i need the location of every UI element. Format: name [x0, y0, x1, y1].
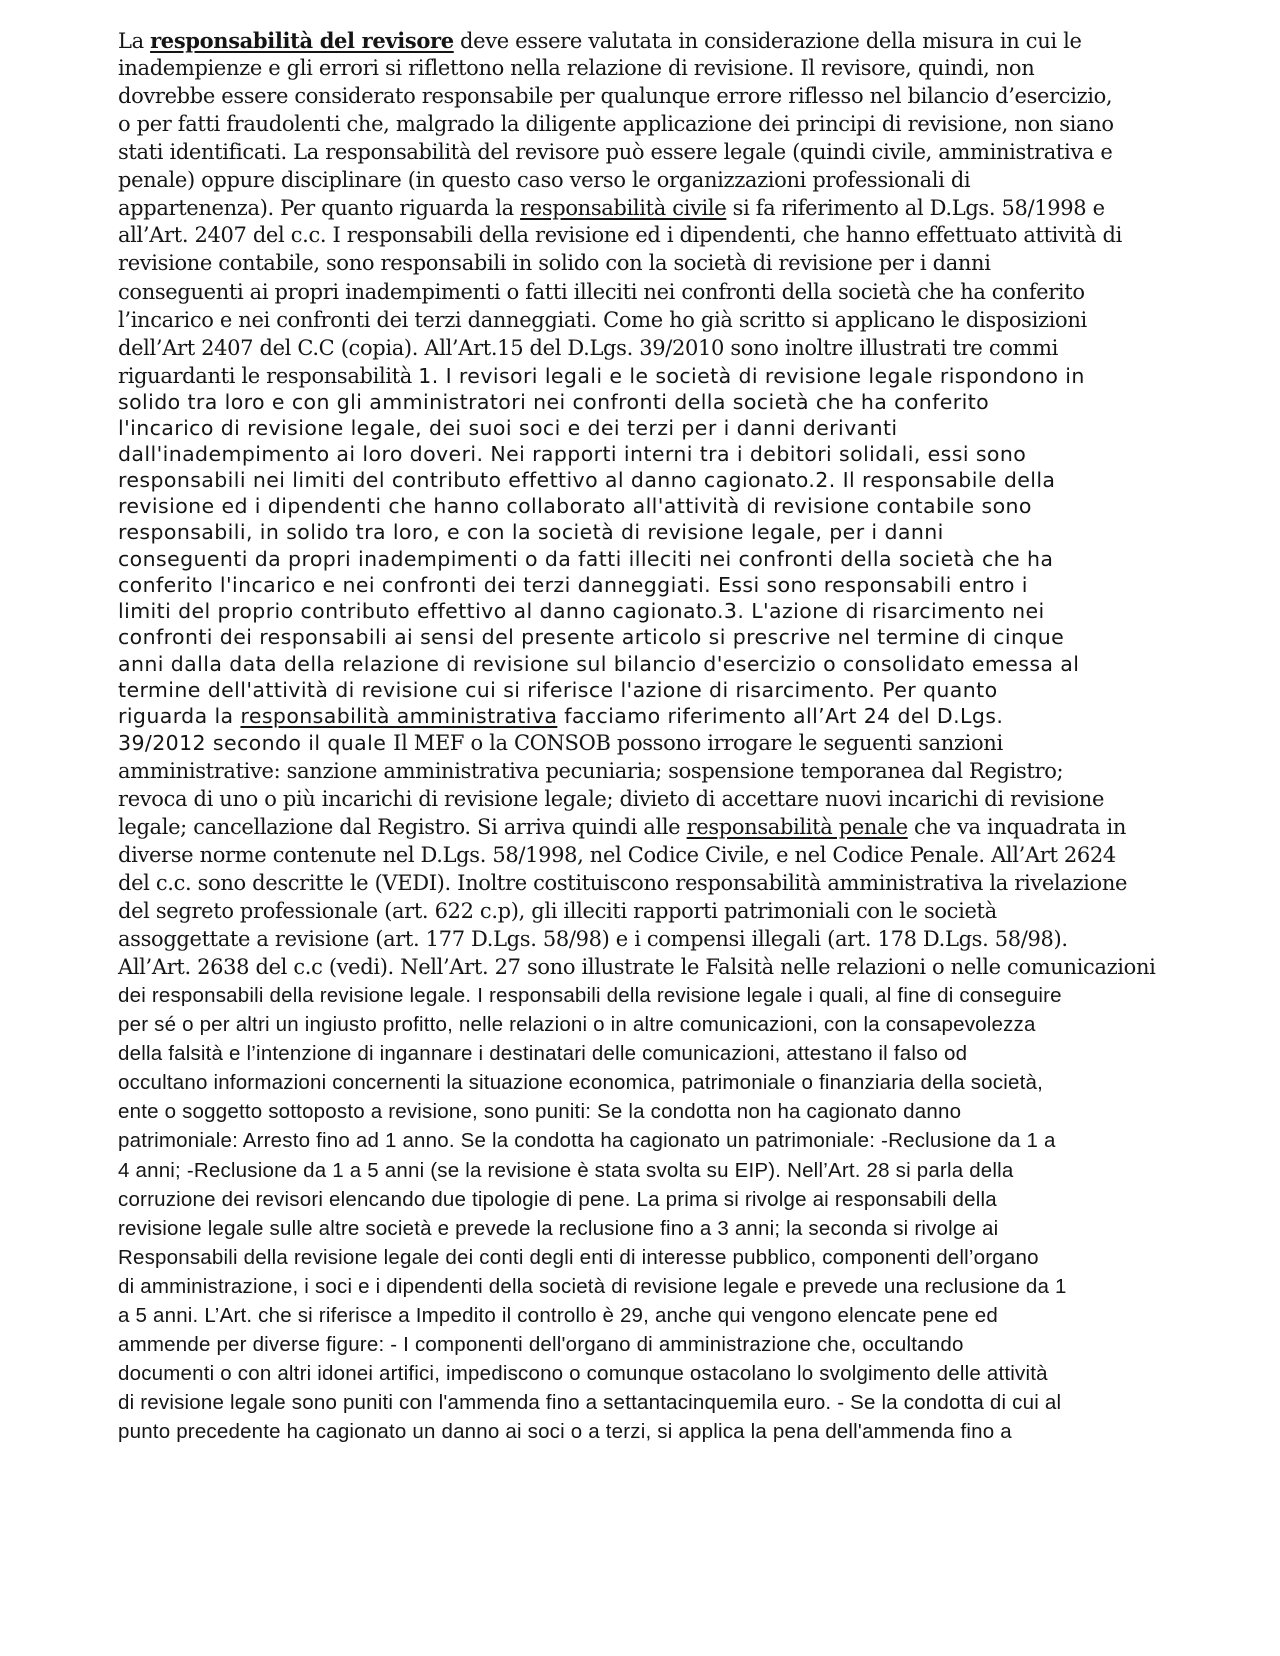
- text-line: [118, 1044, 967, 1065]
- text-run: responsabili, in solido tra loro, e con la società di revisione legale, per i danni: [118, 520, 944, 544]
- text-line: [118, 522, 944, 543]
- text-run: dovrebbe essere considerato responsabile per qualunque errore riflesso nel bilancio d’esercizio,: [118, 84, 1113, 108]
- text-run: Responsabili della revisione legale dei conti degli enti di interesse pubblico, componenti dell’organo: [118, 1246, 1039, 1269]
- text-line: [118, 142, 1112, 163]
- text-run: si fa riferimento al D.Lgs. 58/1998 e: [726, 196, 1105, 220]
- text-run: conseguenti ai propri inadempimenti o fatti illeciti nei confronti della società che ha conferito: [118, 280, 1085, 304]
- text-line: [118, 253, 991, 274]
- text-run: ente o soggetto sottoposto a revisione, sono puniti: Se la condotta non ha cagionato danno: [118, 1100, 962, 1123]
- underlined-term: responsabilità civile: [520, 196, 727, 220]
- text-run: occultano informazioni concernenti la situazione economica, patrimoniale o finanziaria della società,: [118, 1071, 1043, 1094]
- text-run: di amministrazione, i soci e i dipendenti della società di revisione legale e prevede una reclusione da 1: [118, 1275, 1067, 1298]
- text-run: patrimoniale: Arresto fino ad 1 anno. Se la condotta ha cagionato un patrimoniale: -Reclusione da 1 a: [118, 1129, 1056, 1152]
- text-line: [118, 444, 1026, 465]
- text-run: all’Art. 2407 del c.c. I responsabili della revisione ed i dipendenti, che hanno effettuato attività di: [118, 223, 1122, 247]
- text-line: [118, 114, 1114, 135]
- text-run: responsabili nei limiti del contributo effettivo al danno cagionato.2. Il responsabile della: [118, 468, 1056, 492]
- text-run: penale) oppure disciplinare (in questo caso verso le organizzazioni professionali di: [118, 168, 971, 192]
- text-run: 1. I revisori legali e le società di revisione legale rispondono in: [418, 364, 1085, 388]
- text-line: [118, 549, 1053, 570]
- text-run: l’incarico e nei confronti dei terzi danneggiati. Come ho già scritto si applicano le disposizioni: [118, 308, 1087, 332]
- text-line: [118, 680, 998, 701]
- text-run: riguarda la: [118, 704, 241, 728]
- text-run: 39/2012 secondo il quale: [118, 731, 394, 755]
- text-run: revoca di uno o più incarichi di revisione legale; divieto di accettare nuovi incarichi di revisione: [118, 787, 1105, 811]
- text-run: per sé o per altri un ingiusto profitto, nelle relazioni o in altre comunicazioni, con la consapevolezza: [118, 1013, 1036, 1036]
- text-run: corruzione dei revisori elencando due tipologie di pene. La prima si rivolge ai responsabili della: [118, 1188, 997, 1211]
- text-run: amministrative: sanzione amministrativa pecuniaria; sospensione temporanea dal Registro;: [118, 759, 1064, 783]
- text-line: [118, 418, 898, 439]
- text-line: [118, 170, 970, 191]
- text-run: inadempienze e gli errori si riflettono nella relazione di revisione. Il revisore, quindi, non: [118, 56, 1035, 80]
- text-line: [118, 1015, 1036, 1036]
- text-run: l'incarico di revisione legale, dei suoi soci e dei terzi per i danni derivanti: [118, 416, 898, 440]
- text-line: [118, 1073, 1043, 1094]
- text-line: [118, 817, 1126, 838]
- text-line: [118, 282, 1085, 303]
- text-line: [118, 1161, 1014, 1182]
- text-run: punto precedente ha cagionato un danno ai soci o a terzi, si applica la pena dell'ammenda fino a: [118, 1420, 1012, 1443]
- text-line: [118, 761, 1063, 782]
- text-run: del segreto professionale (art. 622 c.p), gli illeciti rapporti patrimoniali con le società: [118, 899, 997, 923]
- text-run: All’Art. 2638 del c.c (vedi). Nell’Art. 27 sono illustrate le Falsità nelle relazioni o nelle comunicazioni: [118, 955, 1156, 979]
- text-run: ammende per diverse figure: - I componenti dell'organo di amministrazione che, occultando: [118, 1333, 964, 1356]
- text-run: revisione legale sulle altre società e prevede la reclusione fino a 3 anni; la seconda si rivolge ai: [118, 1217, 999, 1240]
- text-line: [118, 496, 1032, 517]
- text-run: solido tra loro e con gli amministratori nei confronti della società che ha conferito: [118, 390, 990, 414]
- text-line: [118, 845, 1116, 866]
- text-run: appartenenza). Per quanto riguarda la: [118, 196, 521, 220]
- underlined-term: responsabilità amministrativa: [240, 704, 558, 728]
- text-run: deve essere valutata in considerazione della misura in cui le: [453, 29, 1082, 53]
- text-line: [118, 654, 1079, 675]
- text-run: legale; cancellazione dal Registro. Si arriva quindi alle: [118, 815, 687, 839]
- text-run: anni dalla data della relazione di revisione sul bilancio d'esercizio o consolidato emessa al: [118, 652, 1080, 676]
- text-line: [118, 929, 1068, 950]
- text-line: [118, 1131, 1056, 1152]
- text-run: dell’Art 2407 del C.C (copia). All’Art.15 del D.Lgs. 39/2010 sono inoltre illustrati tre commi: [118, 336, 1059, 360]
- text-line: [118, 1190, 997, 1211]
- text-run: riguardanti le responsabilità: [118, 364, 419, 388]
- text-run: conferito l'incarico e nei confronti dei terzi danneggiati. Essi sono responsabili entro i: [118, 573, 1028, 597]
- text-line: [118, 1277, 1067, 1298]
- text-run: diverse norme contenute nel D.Lgs. 58/1998, nel Codice Civile, e nel Codice Penale. All’Art 2624: [118, 843, 1116, 867]
- text-run: termine dell'attività di revisione cui si riferisce l'azione di risarcimento. Per quanto: [118, 678, 998, 702]
- text-line: [118, 58, 1034, 79]
- text-run: che va inquadrata in: [907, 815, 1127, 839]
- text-line: [118, 733, 1003, 754]
- text-line: [118, 86, 1112, 107]
- text-run: documenti o con altri idonei artifici, impediscono o comunque ostacolano lo svolgimento delle attività: [118, 1362, 1048, 1385]
- text-run: limiti del proprio contributo effettivo al danno cagionato.3. L'azione di risarcimento nei: [118, 599, 1045, 623]
- text-line: [118, 1335, 964, 1356]
- text-line: [118, 470, 1055, 491]
- text-line: [118, 198, 1105, 219]
- text-line: [118, 30, 1082, 52]
- underlined-term: responsabilità penale: [686, 815, 908, 839]
- text-run: del c.c. sono descritte le (VEDI). Inoltre costituiscono responsabilità amministrativa la rivelazione: [118, 871, 1128, 895]
- text-run: La: [118, 29, 151, 53]
- text-run: o per fatti fraudolenti che, malgrado la diligente applicazione dei principi di revisione, non siano: [118, 112, 1114, 136]
- text-line: [118, 1102, 961, 1123]
- text-run: confronti dei responsabili ai sensi del presente articolo si prescrive nel termine di cinque: [118, 625, 1065, 649]
- text-run: revisione ed i dipendenti che hanno collaborato all'attività di revisione contabile sono: [118, 494, 1032, 518]
- text-run: dall'inadempimento ai loro doveri. Nei rapporti interni tra i debitori solidali, essi sono: [118, 442, 1027, 466]
- text-run: dei responsabili della revisione legale. I responsabili della revisione legale i quali, al fine di conseguire: [118, 984, 1062, 1007]
- text-run: 4 anni; -Reclusione da 1 a 5 anni (se la revisione è stata svolta su EIP). Nell’Art. 28 si parla della: [118, 1159, 1014, 1182]
- text-run: stati identificati. La responsabilità del revisore può essere legale (quindi civile, amministrativa e: [118, 140, 1113, 164]
- text-line: [118, 627, 1064, 648]
- text-line: [118, 901, 997, 922]
- text-line: [118, 706, 1003, 727]
- text-line: [118, 789, 1104, 810]
- text-line: [118, 392, 989, 413]
- text-line: [118, 1306, 998, 1327]
- text-run: revisione contabile, sono responsabili in solido con la società di revisione per i danni: [118, 251, 991, 275]
- text-line: [118, 601, 1045, 622]
- text-line: [118, 225, 1122, 246]
- text-line: [118, 338, 1058, 359]
- text-line: [118, 575, 1028, 596]
- text-line: [118, 1364, 1048, 1385]
- text-run: di revisione legale sono puniti con l'ammenda fino a settantacinquemila euro. - Se la condotta di cui al: [118, 1391, 1062, 1414]
- text-line: [118, 986, 1062, 1007]
- text-line: [118, 1219, 998, 1240]
- text-run: facciamo riferimento all’Art 24 del D.Lgs.: [557, 704, 1004, 728]
- text-run: Il MEF o la CONSOB possono irrogare le seguenti sanzioni: [393, 731, 1003, 755]
- text-run: assoggettate a revisione (art. 177 D.Lgs. 58/98) e i compensi illegali (art. 178 D.Lgs. 58/98).: [118, 927, 1068, 951]
- text-line: [118, 873, 1127, 894]
- text-line: [118, 1422, 1012, 1443]
- text-line: [118, 366, 1085, 387]
- text-run: a 5 anni. L’Art. che si riferisce a Impedito il controllo è 29, anche qui vengono elencate pene ed: [118, 1304, 999, 1327]
- text-line: [118, 310, 1087, 331]
- text-line: [118, 957, 1156, 978]
- text-line: [118, 1393, 1061, 1414]
- text-run: conseguenti da propri inadempimenti o da fatti illeciti nei confronti della società che ha: [118, 547, 1054, 571]
- text-run: della falsità e l’intenzione di ingannare i destinatari delle comunicazioni, attestano il falso od: [118, 1042, 968, 1065]
- underlined-term: responsabilità del revisore: [150, 28, 454, 53]
- text-line: [118, 1248, 1039, 1269]
